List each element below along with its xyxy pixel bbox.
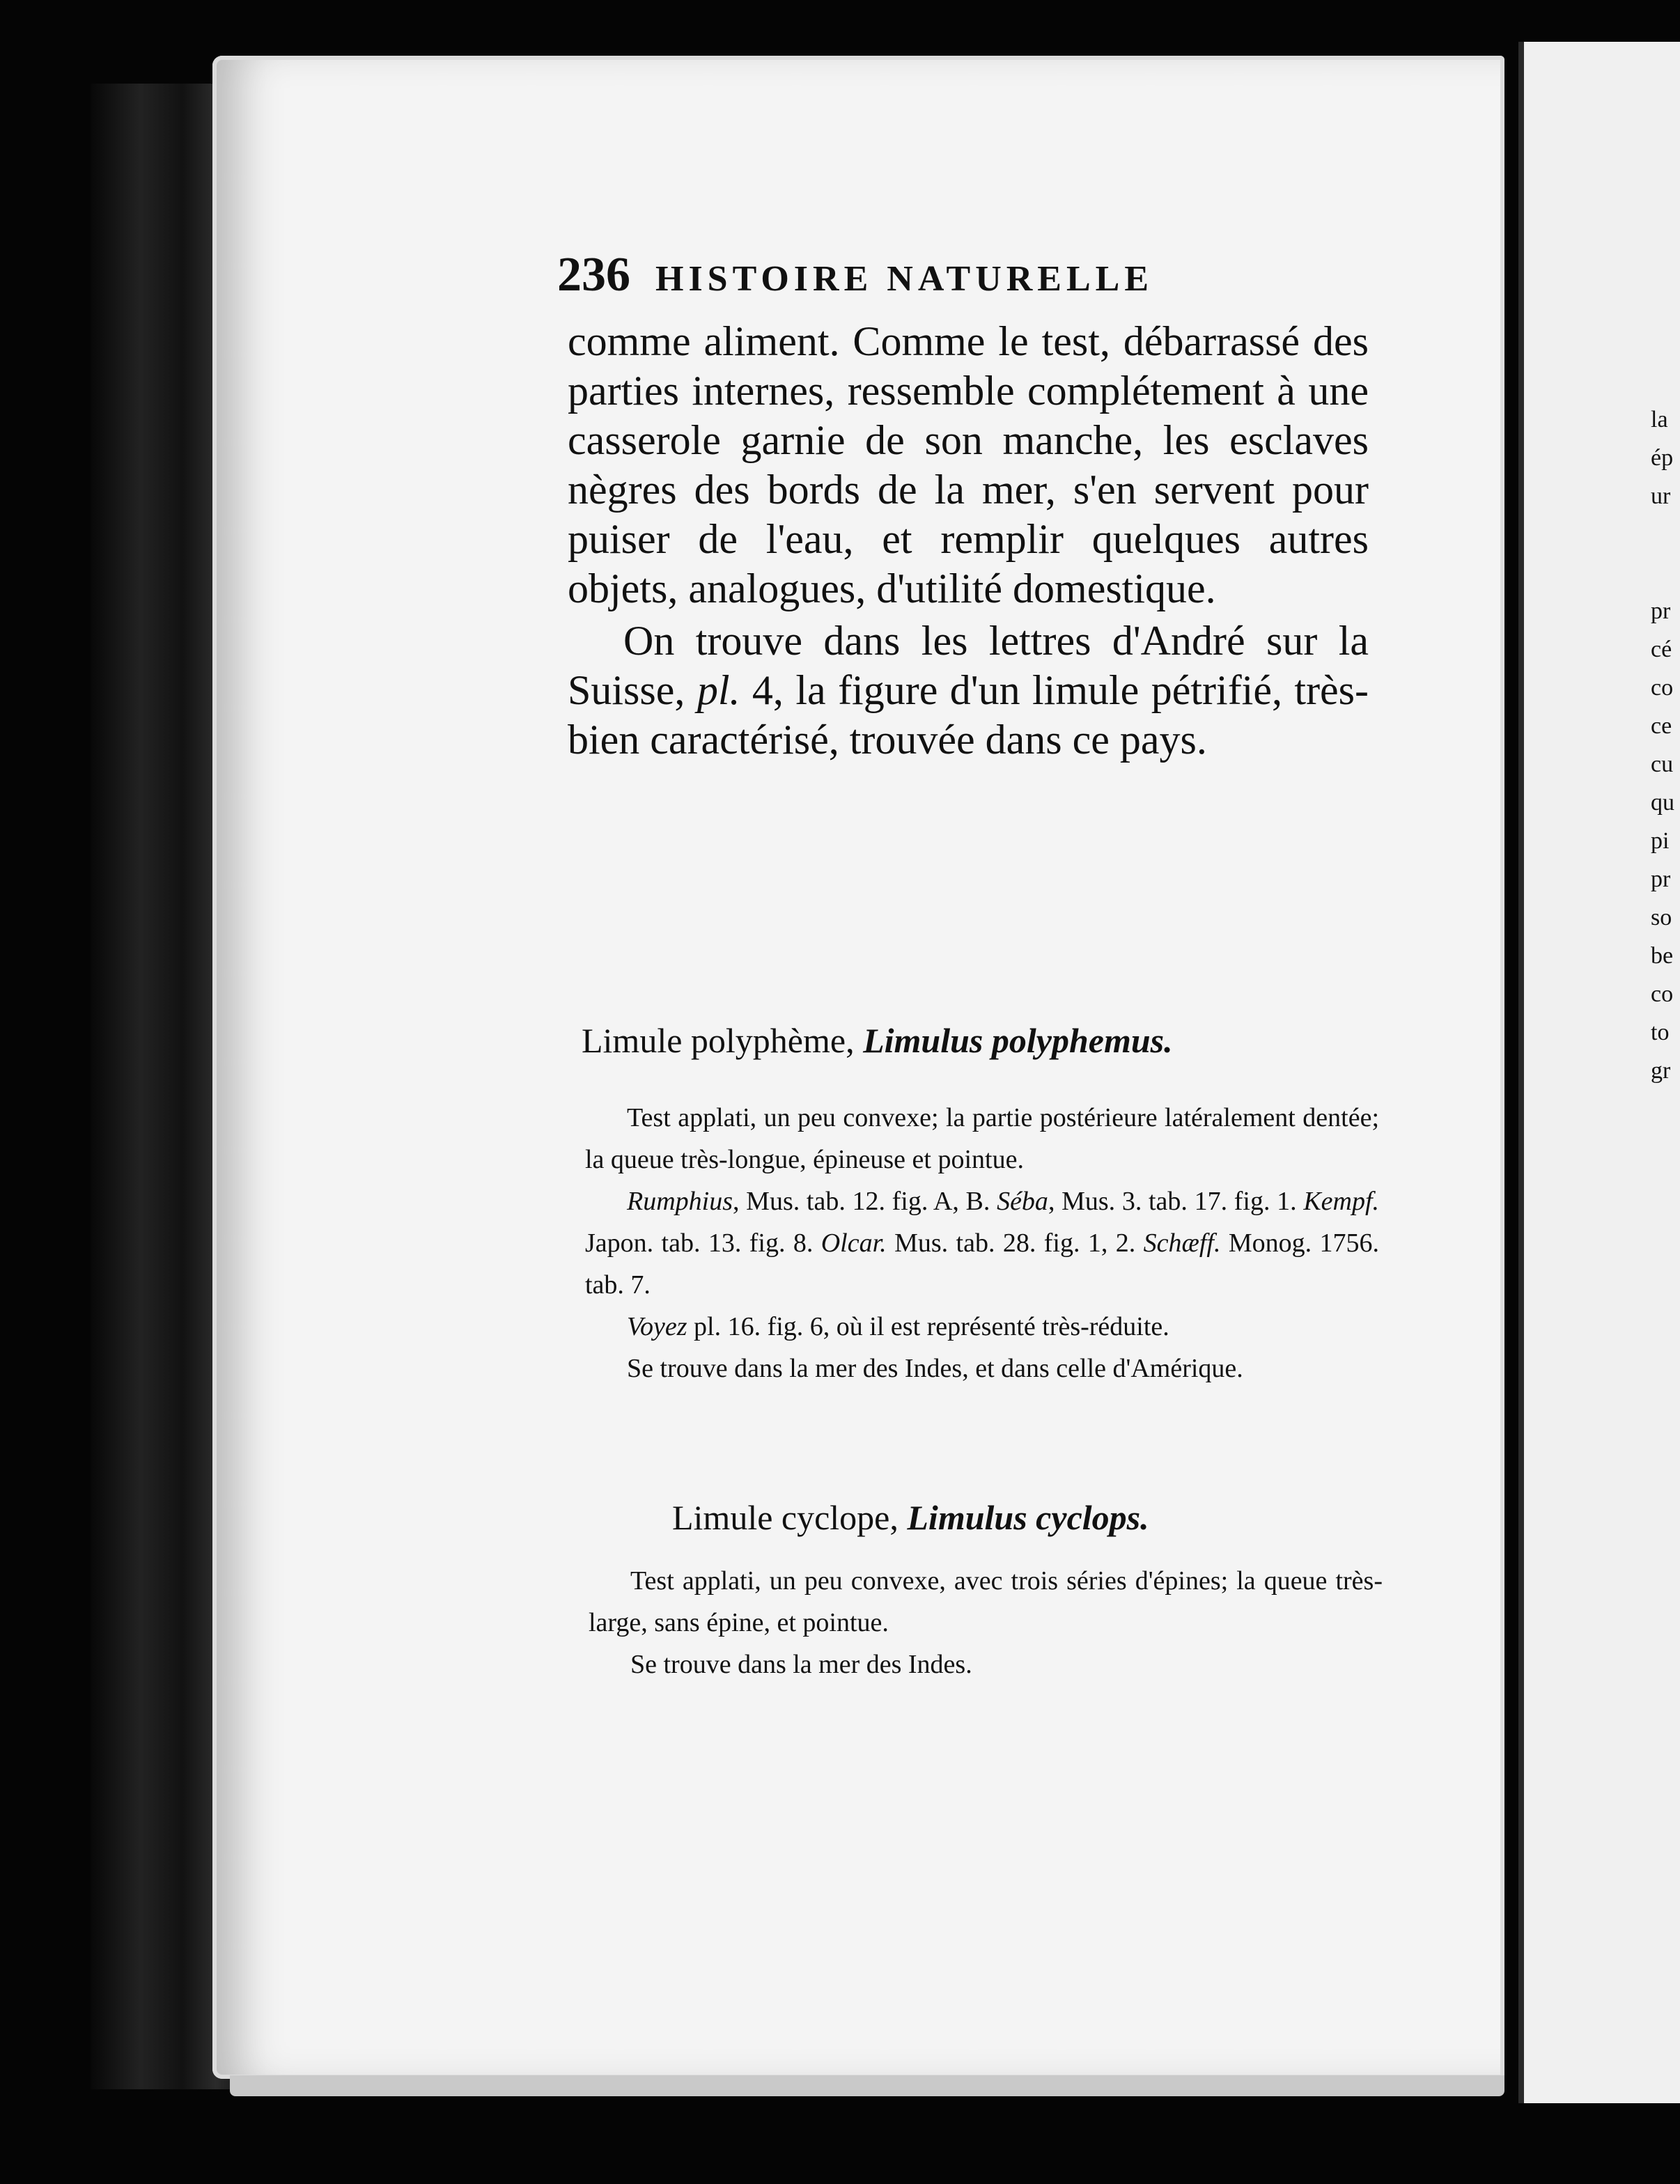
facing-line: be <box>1651 943 1674 969</box>
page-edge <box>230 2075 1504 2096</box>
facing-line: co <box>1651 675 1674 701</box>
facing-line: cu <box>1651 751 1674 777</box>
facing-line: co <box>1651 981 1674 1007</box>
facing-line: ur <box>1651 483 1671 509</box>
author: Séba <box>997 1187 1048 1216</box>
facing-line: so <box>1651 905 1672 930</box>
author: Kempf. <box>1303 1187 1380 1216</box>
author: Olcar. <box>820 1228 887 1258</box>
species-latin-name: Limulus cyclops. <box>907 1498 1149 1537</box>
voyez-label: Voyez <box>627 1312 687 1341</box>
facing-line: to <box>1651 1020 1670 1045</box>
facing-line: cé <box>1651 637 1672 662</box>
facing-line: gr <box>1651 1058 1671 1084</box>
paragraph-text: 4, la figure d'un limule pétrifié, très-bien caractérisé, trouvée dans ce pays. <box>568 667 1369 763</box>
ref-text: Mus. tab. 28. fig. 1, 2. <box>894 1228 1136 1258</box>
facing-page-text <box>1651 400 1680 1090</box>
facing-line: ce <box>1651 713 1672 739</box>
ref-text: Monog. 1756. tab. 7. <box>585 1228 1380 1300</box>
species-name: Limule cyclope, <box>672 1498 899 1537</box>
voyez-note <box>585 1306 1379 1348</box>
ref-text: , Mus. 3. tab. 17. fig. 1. <box>1048 1187 1297 1216</box>
habitat: Se trouve dans la mer des Indes. <box>630 1650 972 1679</box>
paragraph: comme aliment. Comme le test, débarrassé des parties internes, ressemble complétement à une casserole garnie de son manche, les esclaves nègres des bords de la mer, s'en servent pour puiser de l'eau, et remplir quelques autres objets, analogues, d'utilité domestique. <box>568 318 1369 611</box>
paragraph-text: On trouve dans les lettres d'André sur la Suisse, <box>568 618 1369 713</box>
page-header <box>557 247 1254 303</box>
species-entry <box>585 1097 1379 1389</box>
author: Schæff. <box>1143 1228 1221 1258</box>
species-heading <box>582 1020 1173 1061</box>
facing-line: pr <box>1651 866 1671 892</box>
paragraph <box>568 616 1369 765</box>
facing-line: ép <box>1651 445 1674 471</box>
species-entry <box>589 1560 1383 1685</box>
species-description: Test applati, un peu convexe; la partie postérieure latéralement dentée; la queue très-longue, épineuse et pointue. <box>585 1103 1379 1174</box>
facing-line: la <box>1651 407 1668 432</box>
species-heading <box>672 1497 1149 1538</box>
species-name: Limule polyphème, <box>582 1021 855 1060</box>
ref-text: , Mus. tab. 12. fig. A, B. <box>733 1187 990 1216</box>
page-number: 236 <box>557 248 630 302</box>
author: Rumphius <box>627 1187 733 1216</box>
ref-text: Japon. tab. 13. fig. 8. <box>585 1228 814 1258</box>
facing-line <box>1651 515 1680 554</box>
running-title: HISTOIRE NATURELLE <box>655 259 1154 299</box>
references <box>585 1180 1379 1306</box>
main-text <box>568 317 1369 765</box>
voyez-text: pl. 16. fig. 6, où il est représenté très-réduite. <box>694 1312 1169 1341</box>
facing-line: pi <box>1651 828 1670 854</box>
facing-line: pr <box>1651 598 1671 624</box>
species-description: Test applati, un peu convexe, avec trois séries d'épines; la queue très-large, sans épine, et pointue. <box>589 1566 1383 1637</box>
habitat: Se trouve dans la mer des Indes, et dans celle d'Amérique. <box>627 1354 1243 1383</box>
facing-line: qu <box>1651 790 1674 816</box>
plate-abbrev: pl. <box>697 667 740 713</box>
species-latin-name: Limulus polyphemus. <box>863 1021 1173 1060</box>
facing-line <box>1651 554 1680 592</box>
